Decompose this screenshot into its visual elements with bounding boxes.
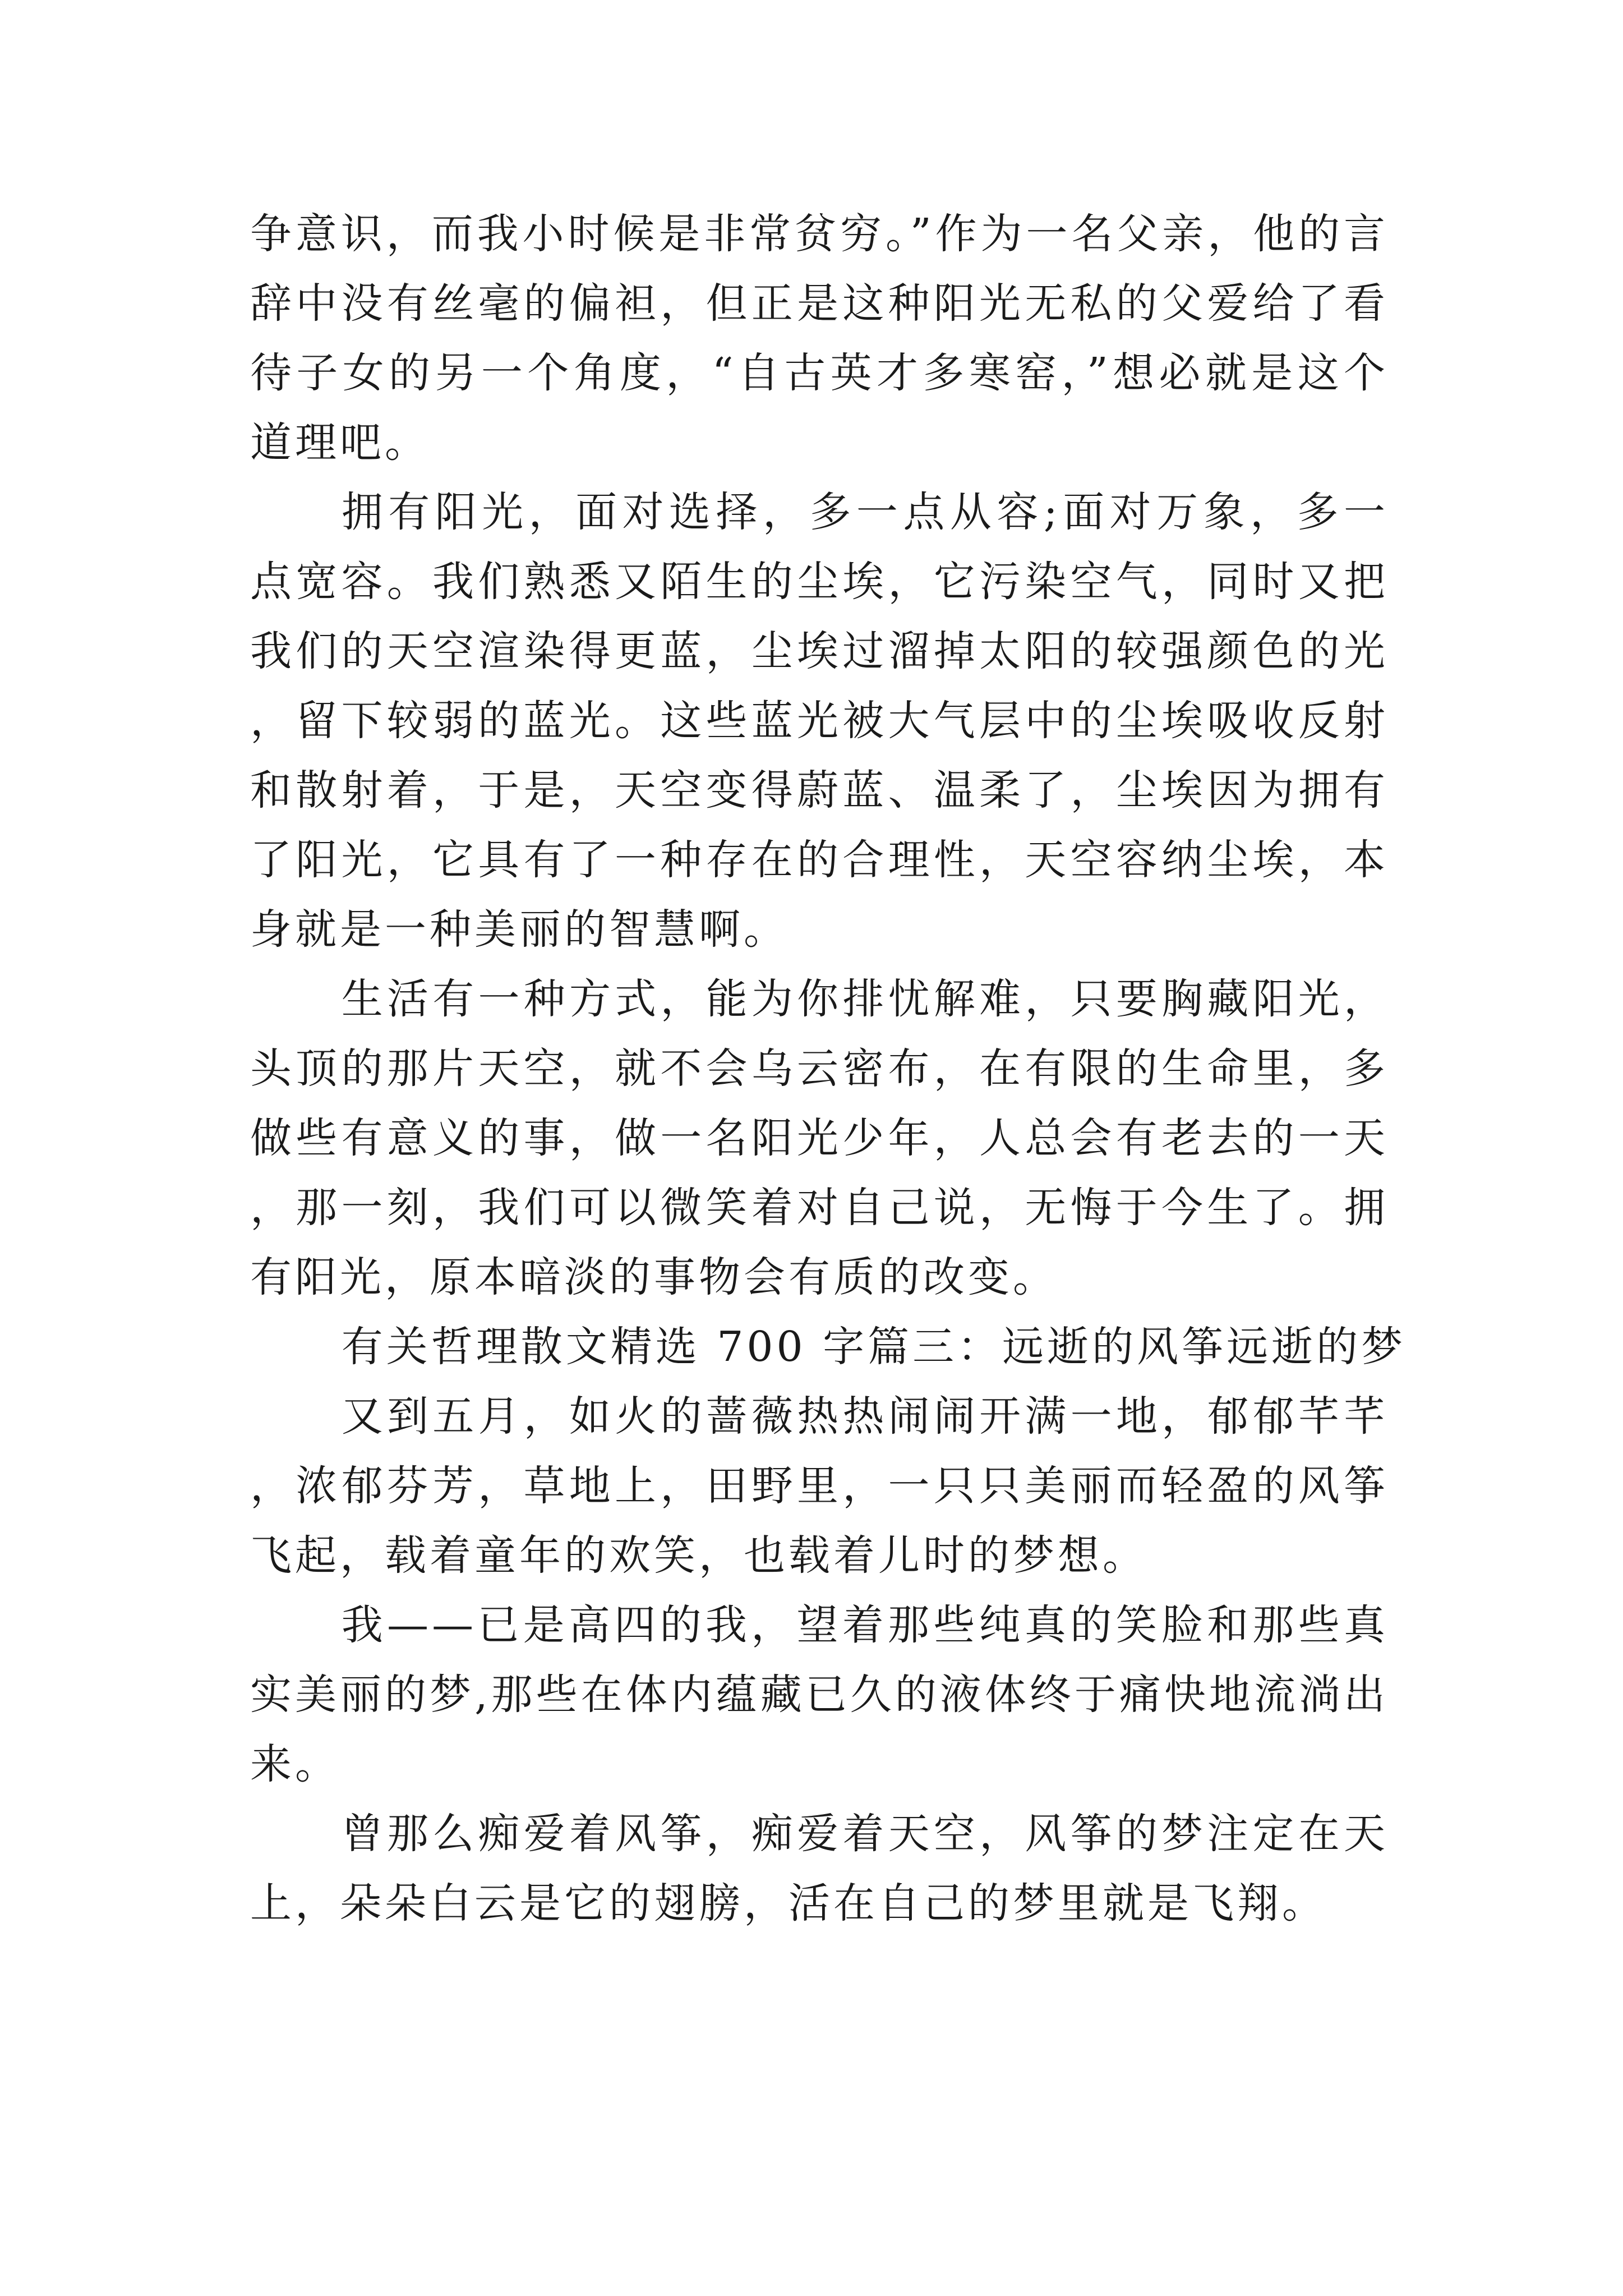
paragraph-sunshine-choice: 拥有阳光，面对选择，多一点从容;面对万象，多一点宽容。我们熟悉又陌生的尘埃，它污染空气，同时又把我们的天空渲染得更蓝，尘埃过溜掉太阳的较强颜色的光，留下较弱的蓝光。这些蓝光被大气层中的尘埃吸收反射和散射着，于是，天空变得蔚蓝、温柔了，尘埃因为拥有了阳光，它具有了一种存在的合理性，天空容纳尘埃，本身就是一种美丽的智慧啊。 [250,488,1389,954]
section-heading: 有关哲理散文精选 700 字篇三：远逝的风筝远逝的梦 [341,1323,1407,1371]
document-body [250,199,1407,1938]
paragraph-may: 又到五月，如火的蔷薇热热闹闹开满一地，郁郁芊芊，浓郁芬芳，草地上，田野里，一只只美丽而轻盈的风筝飞起，载着童年的欢笑，也载着儿时的梦想。 [250,1392,1389,1580]
paragraph-kite-dream: 曾那么痴爱着风筝，痴爱着天空，风筝的梦注定在天上，朵朵白云是它的翅膀，活在自己的梦里就是飞翔。 [250,1810,1389,1927]
paragraph-continued: 争意识，而我小时候是非常贫穷。”作为一名父亲，他的言辞中没有丝毫的偏袒，但正是这种阳光无私的父爱给了看待子女的另一个角度，“自古英才多寒窑，”想必就是这个道理吧。 [250,210,1389,467]
paragraph-way-of-life: 生活有一种方式，能为你排忧解难，只要胸藏阳光，头顶的那片天空，就不会乌云密布，在有限的生命里，多做些有意义的事，做一名阳光少年，人总会有老去的一天，那一刻，我们可以微笑着对自己说，无悔于今生了。拥有阳光，原本暗淡的事物会有质的改变。 [250,975,1389,1301]
paragraph-senior-year: 我——已是高四的我，望着那些纯真的笑脸和那些真实美丽的梦,那些在体内蕴藏已久的液体终于痛快地流淌出来。 [250,1601,1389,1788]
